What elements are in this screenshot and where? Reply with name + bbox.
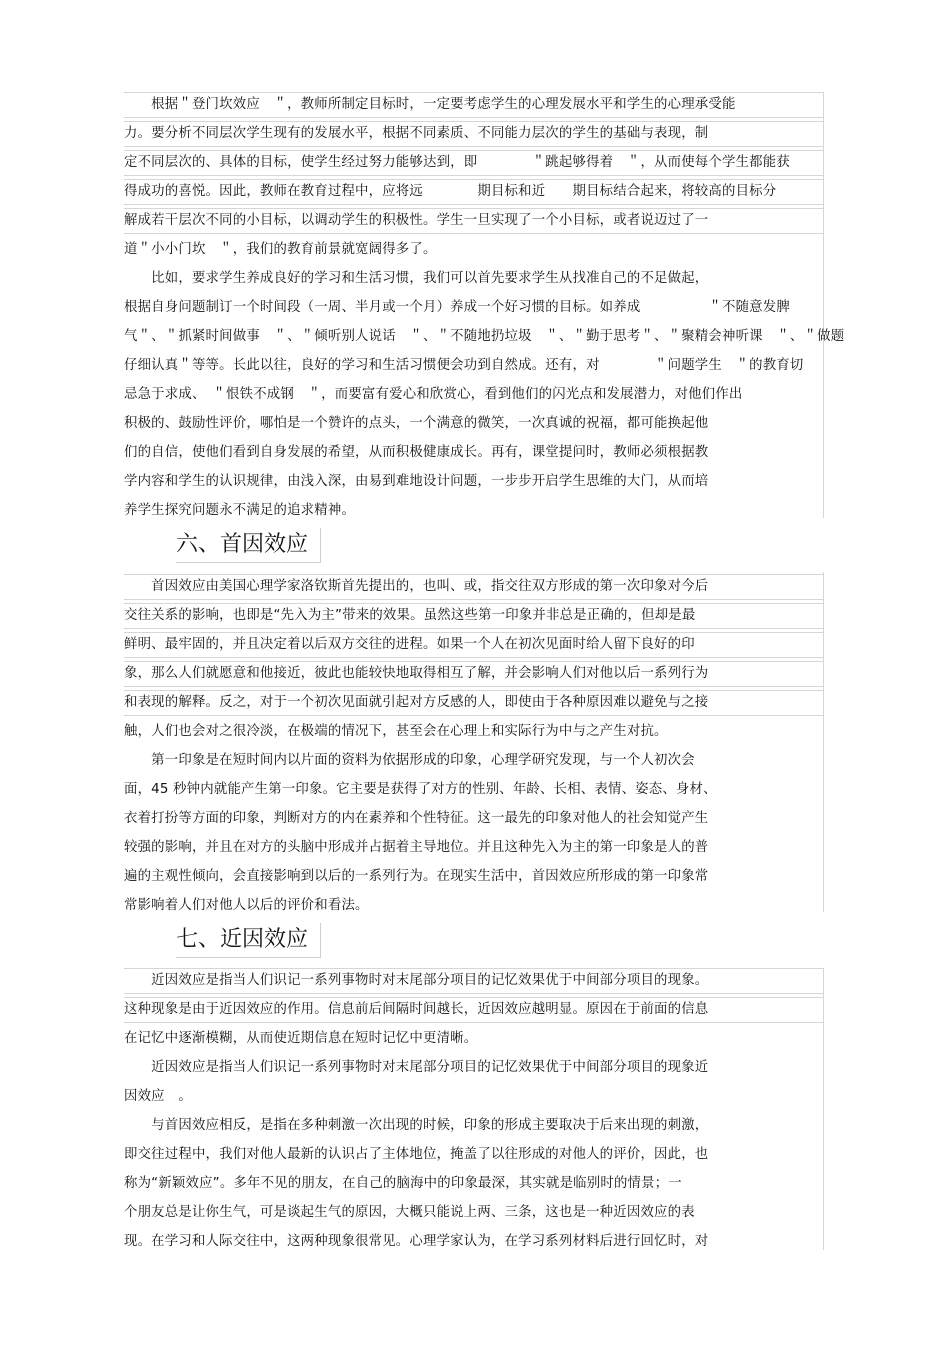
text-line: 衣着打扮等方面的印象，判断对方的内在素养和个性特征。这一最先的印象对他人的社会知觉产生	[124, 811, 709, 826]
text-line: 力。要分析不同层次学生现有的发展水平，根据不同素质、不同能力层次的学生的基础与表现，制	[124, 119, 824, 148]
text-line: 仔细认真＂等等。长此以往，良好的学习和生活习惯便会功到自然成。还有，对 ＂问题学生 ＂的教育切	[124, 358, 804, 373]
text-line: 比如，要求学生养成良好的学习和生活习惯，我们可以首先要求学生从找准自己的不足做起，	[124, 271, 709, 286]
text-line: 常影响着人们对他人以后的评价和看法。	[124, 898, 369, 913]
text-line: 在记忆中逐渐模糊，从而使近期信息在短时记忆中更清晰。	[124, 1031, 478, 1046]
text-line: 近因效应是指当人们识记一系列事物时对末尾部分项目的记忆效果优于中间部分项目的现象近	[124, 1060, 709, 1075]
text-line: 交往关系的影响，也即是“先入为主”带来的效果。虽然这些第一印象并非总是正确的，但却是最	[124, 601, 824, 630]
text-line: 养学生探究问题永不满足的追求精神。	[124, 503, 356, 518]
text-line: 得成功的喜悦。因此，教师在教育过程中，应将远 期目标和近 期目标结合起来，将较高的目标分	[124, 177, 824, 206]
text-line: 较强的影响，并且在对方的头脑中形成并占据着主导地位。并且这种先入为主的第一印象是人的普	[124, 840, 709, 855]
text-line: 积极的、鼓励性评价，哪怕是一个赞许的点头，一个满意的微笑，一次真诚的祝福，都可能换起他	[124, 416, 709, 431]
text-line: 第一印象是在短时间内以片面的资料为依据形成的印象，心理学研究发现，与一个人初次会	[124, 753, 695, 768]
text-line: 和表现的解释。反之，对于一个初次见面就引起对方反感的人，即使由于各种原因难以避免与之接	[124, 688, 824, 717]
section-7-body	[124, 966, 824, 1256]
text-line: 与首因效应相反，是指在多种刺激一次出现的时候，印象的形成主要取决于后来出现的刺激，	[124, 1118, 709, 1133]
text-line: 忌急于求成、 ＂恨铁不成钢 ＂，而要富有爱心和欣赏心，看到他们的闪光点和发展潜力，对他们作出	[124, 387, 743, 402]
text-line: 鲜明、最牢固的，并且决定着以后双方交往的进程。如果一个人在初次见面时给人留下良好的印	[124, 630, 824, 659]
text-line: 解成若干层次不同的小目标，以调动学生的积极性。学生一旦实现了一个小目标，或者说迈过了一	[124, 206, 824, 235]
text-line: 气＂、＂抓紧时间做事 ＂、＂倾听别人说话 ＂、＂不随地扔垃圾 ＂、＂勤于思考＂、＂聚精会神听课 ＂、＂做题	[124, 329, 845, 344]
text-line: 触，人们也会对之很冷淡，在极端的情况下，甚至会在心理上和实际行为中与之产生对抗。	[124, 724, 668, 739]
section-6-heading: 六、首因效应	[176, 528, 321, 563]
text-line: 学内容和学生的认识规律，由浅入深，由易到难地设计问题，一步步开启学生思维的大门，从而培	[124, 474, 709, 489]
text-line: 首因效应由美国心理学家洛钦斯首先提出的，也叫、或，指交往双方形成的第一次印象对今后	[124, 572, 824, 601]
text-line: 面，45 秒钟内就能产生第一印象。它主要是获得了对方的性别、年龄、长相、表情、姿态、身材、	[124, 782, 717, 797]
text-line: 象，那么人们就愿意和他接近，彼此也能较快地取得相互了解，并会影响人们对他以后一系列行为	[124, 659, 824, 688]
text-line: 们的自信，使他们看到自身发展的希望，从而积极健康成长。再有，课堂提问时，教师必须根据教	[124, 445, 709, 460]
section-5-body	[124, 90, 845, 525]
text-line: 称为“新颖效应”。多年不见的朋友，在自己的脑海中的印象最深，其实就是临别时的情景；一	[124, 1176, 682, 1191]
text-line: 这种现象是由于近因效应的作用。信息前后间隔时间越长，近因效应越明显。原因在于前面的信息	[124, 995, 824, 1024]
text-line: 现。在学习和人际交往中，这两种现象很常见。心理学家认为，在学习系列材料后进行回忆时，对	[124, 1234, 709, 1249]
text-line: 因效应 。	[124, 1089, 192, 1104]
section-6-body	[124, 572, 824, 920]
text-line: 个朋友总是让你生气，可是谈起生气的原因，大概只能说上两、三条，这也是一种近因效应的表	[124, 1205, 695, 1220]
text-line: 道＂小小门坎 ＂，我们的教育前景就宽阔得多了。	[124, 242, 437, 257]
text-line: 遍的主观性倾向，会直接影响到以后的一系列行为。在现实生活中，首因效应所形成的第一印象常	[124, 869, 709, 884]
text-line: 根据＂登门坎效应 ＂，教师所制定目标时，一定要考虑学生的心理发展水平和学生的心理承受能	[124, 90, 824, 119]
section-7-heading: 七、近因效应	[176, 923, 321, 958]
text-line: 根据自身问题制订一个时间段（一周、半月或一个月）养成一个好习惯的目标。如养成 ＂不随意发脾	[124, 300, 790, 315]
text-line: 定不同层次的、具体的目标，使学生经过努力能够达到，即 ＂跳起够得着 ＂，从而使每个学生都能获	[124, 148, 824, 177]
text-line: 近因效应是指当人们识记一系列事物时对末尾部分项目的记忆效果优于中间部分项目的现象。	[124, 966, 824, 995]
text-line: 即交往过程中，我们对他人最新的认识占了主体地位，掩盖了以往形成的对他人的评价，因此，也	[124, 1147, 709, 1162]
